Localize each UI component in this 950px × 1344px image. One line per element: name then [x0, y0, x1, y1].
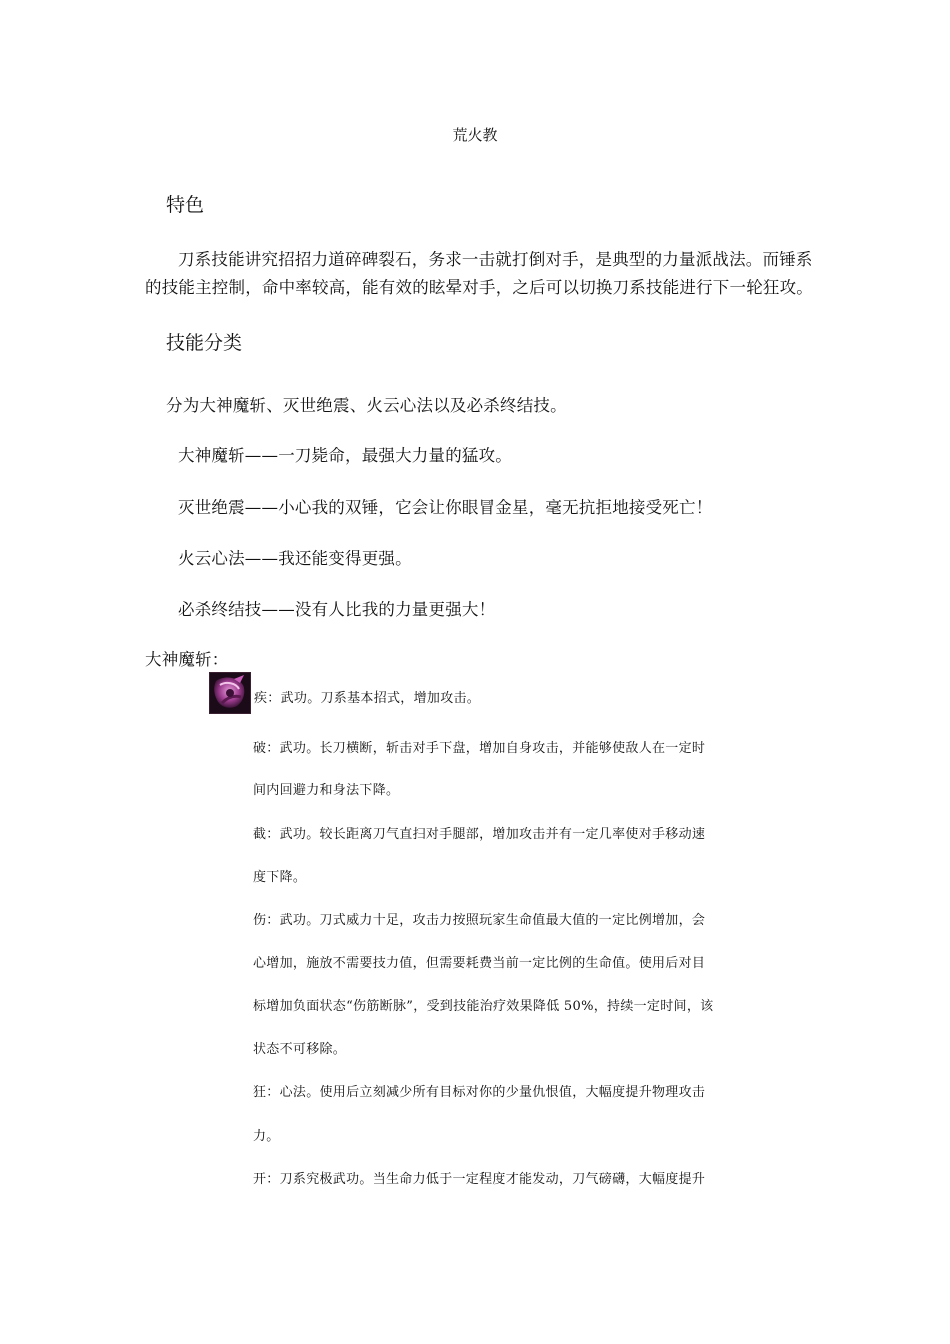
skill-category-2: 灭世绝震——小心我的双锤，它会让你眼冒金星，毫无抗拒地接受死亡！ — [178, 498, 713, 517]
skill-line-2: 破：武功。长刀横断，斩击对手下盘，增加自身攻击，并能够使敌人在一定时 — [253, 741, 706, 756]
skill-line-10: 狂：心法。使用后立刻减少所有目标对你的少量仇恨值，大幅度提升物理攻击 — [253, 1085, 706, 1100]
skill-line-3: 间内回避力和身法下降。 — [253, 783, 400, 798]
skill-icon — [209, 672, 251, 714]
skill-line-9: 状态不可移除。 — [253, 1042, 347, 1057]
skill-line-8: 标增加负面状态“伤筋断脉”，受到技能治疗效果降低 50%，持续一定时间，该 — [253, 999, 714, 1014]
skill-line-1: 疾：武功。刀系基本招式，增加攻击。 — [254, 691, 481, 706]
skill-line-12: 开：刀系究极武功。当生命力低于一定程度才能发动，刀气磅礴，大幅度提升 — [253, 1172, 706, 1187]
section-heading: 大神魔斩： — [145, 650, 229, 669]
skill-line-11: 力。 — [253, 1129, 280, 1144]
skills-intro: 分为大神魔斩、灭世绝震、火云心法以及必杀终结技。 — [166, 396, 567, 415]
features-line-1: 刀系技能讲究招招力道碎碑裂石，务求一击就打倒对手，是典型的力量派战法。而锤系 — [178, 250, 813, 269]
features-line-2: 的技能主控制，命中率较高，能有效的眩晕对手，之后可以切换刀系技能进行下一轮狂攻。 — [145, 278, 813, 297]
skill-category-4: 必杀终结技——没有人比我的力量更强大！ — [178, 600, 496, 619]
skill-category-1: 大神魔斩——一刀毙命，最强大力量的猛攻。 — [178, 446, 512, 465]
document-title: 荒火教 — [452, 126, 498, 144]
features-heading: 特色 — [166, 194, 205, 216]
skill-line-5: 度下降。 — [253, 870, 307, 885]
skills-heading: 技能分类 — [166, 332, 243, 354]
skill-line-6: 伤：武功。刀式威力十足，攻击力按照玩家生命值最大值的一定比例增加，会 — [253, 913, 706, 928]
skill-line-4: 截：武功。较长距离刀气直扫对手腿部，增加攻击并有一定几率使对手移动速 — [253, 827, 706, 842]
skill-category-3: 火云心法——我还能变得更强。 — [178, 549, 412, 568]
skill-line-7: 心增加，施放不需要技力值，但需要耗费当前一定比例的生命值。使用后对目 — [253, 956, 706, 971]
